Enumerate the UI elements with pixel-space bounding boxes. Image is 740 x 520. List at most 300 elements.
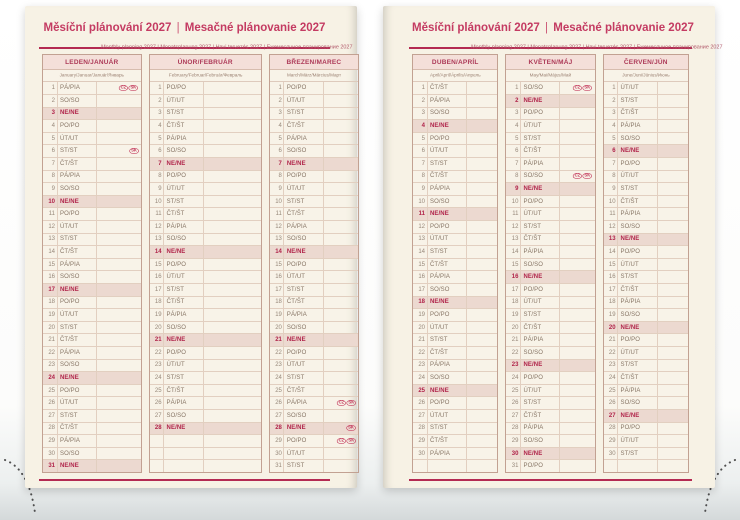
- day-row: [150, 170, 261, 183]
- notes-cell: [203, 347, 261, 359]
- day-row: [506, 333, 594, 346]
- day-row: [604, 207, 688, 220]
- day-row: [150, 258, 261, 271]
- day-abbrev: ÚT/UT: [520, 297, 560, 309]
- day-row: [43, 359, 141, 372]
- day-number: 10: [48, 198, 55, 205]
- notes-cell: [657, 82, 688, 95]
- day-abbrev: ČT/ŠT: [520, 322, 560, 334]
- day-abbrev: PO/PO: [57, 120, 97, 132]
- day-number: 31: [275, 463, 282, 470]
- day-row: [43, 157, 141, 170]
- day-row: [604, 346, 688, 359]
- day-number: 15: [275, 261, 282, 268]
- notes-cell: [559, 171, 594, 183]
- day-row: [43, 270, 141, 283]
- notes-cell: [466, 397, 497, 409]
- day-abbrev: [163, 460, 203, 472]
- day-row: [150, 107, 261, 120]
- notes-cell: [323, 385, 358, 397]
- day-number: [150, 435, 164, 447]
- notes-cell: [203, 423, 261, 435]
- blank-row: [150, 434, 261, 447]
- notes-cell: [203, 221, 261, 233]
- day-row: [150, 359, 261, 372]
- day-number: 7: [278, 160, 282, 167]
- notes-cell: [657, 460, 688, 472]
- day-row: [413, 144, 497, 157]
- day-row: [506, 434, 594, 447]
- notes-cell: [466, 284, 497, 296]
- day-row: [604, 333, 688, 346]
- day-row: [43, 233, 141, 246]
- day-number: 24: [154, 374, 162, 381]
- day-number: 20: [154, 324, 162, 331]
- day-number: 29: [418, 437, 425, 444]
- day-abbrev: ČT/ŠT: [163, 297, 203, 309]
- notes-cell: [559, 234, 594, 246]
- day-row: [604, 396, 688, 409]
- day-abbrev: ČT/ŠT: [163, 208, 203, 220]
- day-number: 17: [48, 286, 55, 293]
- notes-cell: [96, 183, 141, 195]
- day-row: [43, 447, 141, 460]
- day-row: [604, 270, 688, 283]
- notes-cell: [466, 133, 497, 145]
- notes-cell: [657, 108, 688, 120]
- notes-cell: [96, 221, 141, 233]
- notes-cell: [657, 234, 688, 246]
- day-row: [413, 333, 497, 346]
- day-number: 9: [515, 186, 519, 193]
- notes-cell: [657, 246, 688, 258]
- holiday-badges: [573, 173, 592, 179]
- day-abbrev: PÁ/PIA: [520, 246, 560, 258]
- day-row: [604, 283, 688, 296]
- notes-cell: [323, 410, 358, 422]
- day-abbrev: SO/SO: [163, 145, 203, 157]
- day-row: [150, 308, 261, 321]
- day-row: [506, 296, 594, 309]
- notes-cell: [559, 372, 594, 384]
- notes-cell: [466, 183, 497, 195]
- day-row: [506, 396, 594, 409]
- day-row: [150, 195, 261, 208]
- day-abbrev: PO/PO: [617, 158, 657, 170]
- day-row: [604, 296, 688, 309]
- day-number: 21: [154, 337, 162, 344]
- day-row: [270, 170, 358, 183]
- holiday-badge-sk-icon: SK: [130, 85, 137, 90]
- day-number: 17: [275, 286, 282, 293]
- day-row: [506, 422, 594, 435]
- notes-cell: [559, 410, 594, 422]
- day-abbrev: ST/ST: [520, 309, 560, 321]
- day-number: 8: [51, 173, 55, 180]
- day-row: [150, 283, 261, 296]
- day-row: [506, 384, 594, 397]
- day-abbrev: NE/NE: [427, 208, 467, 220]
- day-abbrev: ST/ST: [283, 108, 323, 120]
- notes-cell: [96, 372, 141, 384]
- notes-cell: [559, 435, 594, 447]
- day-abbrev: PÁ/PIA: [617, 385, 657, 397]
- day-number: 3: [421, 110, 425, 117]
- day-number: 23: [511, 362, 519, 369]
- day-row: [43, 207, 141, 220]
- notes-cell: [323, 360, 358, 372]
- day-row: [506, 233, 594, 246]
- day-number: 18: [418, 299, 425, 306]
- day-row: [150, 346, 261, 359]
- day-row: [43, 94, 141, 107]
- day-abbrev: NE/NE: [617, 322, 657, 334]
- day-number: 26: [48, 400, 55, 407]
- day-abbrev: PÁ/PIA: [163, 133, 203, 145]
- notes-cell: [657, 171, 688, 183]
- notes-cell: [96, 108, 141, 120]
- notes-cell: [96, 448, 141, 460]
- notes-cell: [203, 322, 261, 334]
- day-row: [506, 245, 594, 258]
- day-number: 5: [515, 135, 519, 142]
- notes-cell: [203, 82, 261, 95]
- notes-cell: [657, 284, 688, 296]
- day-abbrev: ČT/ŠT: [427, 435, 467, 447]
- notes-cell: [559, 259, 594, 271]
- day-abbrev: ST/ST: [57, 145, 97, 157]
- month-name: LEDEN/JANUÁR: [43, 55, 141, 70]
- day-number: 1: [278, 84, 282, 91]
- day-number: 27: [608, 412, 616, 419]
- day-abbrev: ČT/ŠT: [520, 410, 560, 422]
- page-subtitle: [42, 36, 353, 50]
- day-number: 17: [511, 286, 519, 293]
- day-number: 15: [608, 261, 616, 268]
- month-name: ÚNOR/FEBRUÁR: [150, 55, 261, 70]
- day-abbrev: ÚT/UT: [57, 133, 97, 145]
- day-number: 9: [278, 186, 282, 193]
- day-number: 15: [154, 261, 162, 268]
- day-row: [506, 195, 594, 208]
- day-abbrev: PO/PO: [163, 82, 203, 95]
- day-abbrev: SO/SO: [427, 372, 467, 384]
- notes-cell: [203, 410, 261, 422]
- day-number: 27: [48, 412, 55, 419]
- day-abbrev: PÁ/PIA: [283, 397, 323, 409]
- notes-cell: [657, 385, 688, 397]
- notes-cell: [203, 360, 261, 372]
- day-row: [270, 220, 358, 233]
- notes-cell: [323, 208, 358, 220]
- day-row: [604, 359, 688, 372]
- day-row: [604, 434, 688, 447]
- day-abbrev: ÚT/UT: [283, 95, 323, 107]
- day-number: 3: [612, 110, 616, 117]
- day-abbrev: PÁ/PIA: [57, 347, 97, 359]
- day-row: [270, 308, 358, 321]
- day-abbrev: ÚT/UT: [57, 309, 97, 321]
- day-row: [270, 333, 358, 346]
- day-abbrev: NE/NE: [283, 334, 323, 346]
- day-number: 2: [612, 97, 616, 104]
- day-number: 2: [158, 97, 162, 104]
- day-row: [413, 422, 497, 435]
- day-number: 14: [608, 249, 616, 256]
- notes-cell: [323, 322, 358, 334]
- month-subtitle-text: April/April/Április/Апрель: [429, 72, 481, 78]
- day-row: [413, 170, 497, 183]
- day-number: 14: [418, 249, 425, 256]
- notes-cell: [559, 284, 594, 296]
- notes-cell: [559, 297, 594, 309]
- day-abbrev: [163, 448, 203, 460]
- title-separator: |: [545, 22, 549, 34]
- month-subtitle-text: March/März/Március/Март: [286, 72, 341, 78]
- day-number: 25: [608, 387, 616, 394]
- notes-cell: [559, 397, 594, 409]
- day-number: 8: [278, 173, 282, 180]
- day-row: [413, 283, 497, 296]
- day-row: [604, 157, 688, 170]
- notes-cell: [203, 95, 261, 107]
- day-row: [604, 182, 688, 195]
- notes-cell: [657, 322, 688, 334]
- day-row: [150, 396, 261, 409]
- notes-cell: [466, 259, 497, 271]
- day-abbrev: PO/PO: [283, 171, 323, 183]
- notes-cell: [559, 423, 594, 435]
- title-separator: |: [176, 22, 180, 34]
- day-abbrev: NE/NE: [57, 108, 97, 120]
- day-number: 14: [275, 249, 282, 256]
- blank-row: [413, 459, 497, 472]
- day-row: [270, 207, 358, 220]
- notes-cell: [203, 133, 261, 145]
- notes-cell: [203, 208, 261, 220]
- page-title-slovak: Mesačné plánovanie 2027: [184, 22, 326, 34]
- day-row: [150, 207, 261, 220]
- day-row: [270, 157, 358, 170]
- day-row: [413, 296, 497, 309]
- day-number: [150, 460, 164, 472]
- day-row: [150, 220, 261, 233]
- notes-cell: [96, 120, 141, 132]
- notes-cell: [323, 347, 358, 359]
- day-abbrev: ST/ST: [163, 372, 203, 384]
- day-abbrev: ST/ST: [617, 360, 657, 372]
- day-number: 8: [158, 173, 162, 180]
- notes-cell: [657, 347, 688, 359]
- notes-cell: [466, 372, 497, 384]
- day-number: 19: [48, 311, 55, 318]
- day-abbrev: ÚT/UT: [163, 183, 203, 195]
- day-row: [506, 132, 594, 145]
- day-row: [150, 270, 261, 283]
- day-number: 10: [154, 198, 162, 205]
- notes-cell: [96, 297, 141, 309]
- day-number: [150, 448, 164, 460]
- day-row: [506, 459, 594, 472]
- day-row: [413, 270, 497, 283]
- day-abbrev: ČT/ŠT: [427, 259, 467, 271]
- notes-cell: [96, 234, 141, 246]
- page-title: [42, 21, 327, 35]
- holiday-badge-cz-icon: CZ: [338, 400, 345, 405]
- day-abbrev: ÚT/UT: [427, 234, 467, 246]
- notes-cell: [657, 208, 688, 220]
- day-abbrev: ČT/ŠT: [163, 385, 203, 397]
- month-name: KVĚTEN/MÁJ: [506, 55, 594, 70]
- notes-cell: [657, 334, 688, 346]
- planner-page-right: [383, 6, 723, 488]
- day-row: [150, 296, 261, 309]
- day-abbrev: PO/PO: [163, 347, 203, 359]
- day-row: [270, 447, 358, 460]
- notes-cell: [466, 196, 497, 208]
- day-number: 22: [608, 349, 616, 356]
- day-number: 9: [612, 186, 616, 193]
- notes-cell: [466, 95, 497, 107]
- notes-cell: [657, 435, 688, 447]
- notes-cell: [466, 309, 497, 321]
- day-row: [604, 170, 688, 183]
- day-abbrev: PO/PO: [520, 284, 560, 296]
- day-row: [413, 233, 497, 246]
- day-number: 1: [515, 84, 519, 91]
- day-abbrev: PO/PO: [57, 208, 97, 220]
- day-abbrev: PÁ/PIA: [617, 297, 657, 309]
- day-abbrev: ÚT/UT: [283, 271, 323, 283]
- day-row: [150, 119, 261, 132]
- month-column-1: [42, 54, 142, 473]
- day-abbrev: ST/ST: [57, 410, 97, 422]
- notes-cell: [466, 385, 497, 397]
- day-abbrev: NE/NE: [617, 410, 657, 422]
- day-number: 7: [515, 160, 519, 167]
- notes-cell: [323, 309, 358, 321]
- notes-cell: [323, 397, 358, 409]
- day-number: 26: [511, 400, 519, 407]
- notes-cell: [466, 347, 497, 359]
- day-row: [270, 144, 358, 157]
- day-abbrev: ST/ST: [283, 372, 323, 384]
- notes-cell: [203, 271, 261, 283]
- day-number: 28: [275, 425, 282, 432]
- day-number: 8: [612, 173, 616, 180]
- day-row: [150, 82, 261, 95]
- day-abbrev: ST/ST: [427, 158, 467, 170]
- day-row: [43, 258, 141, 271]
- day-number: 12: [275, 223, 282, 230]
- day-row: [270, 245, 358, 258]
- day-number: 4: [278, 123, 282, 130]
- notes-cell: [323, 246, 358, 258]
- holiday-badge-sk-icon: SK: [584, 174, 591, 179]
- day-number: 1: [612, 84, 616, 91]
- notes-cell: [466, 460, 497, 472]
- day-abbrev: PÁ/PIA: [57, 82, 97, 95]
- notes-cell: [323, 284, 358, 296]
- day-number: 31: [48, 463, 55, 470]
- day-abbrev: ST/ST: [617, 95, 657, 107]
- holiday-badges: [573, 85, 592, 91]
- day-row: [604, 107, 688, 120]
- notes-cell: [559, 108, 594, 120]
- day-abbrev: SO/SO: [520, 347, 560, 359]
- day-abbrev: NE/NE: [57, 284, 97, 296]
- day-number: 3: [278, 110, 282, 117]
- day-number: 20: [48, 324, 55, 331]
- day-number: 23: [48, 362, 55, 369]
- day-row: [413, 157, 497, 170]
- blank-row: [604, 459, 688, 472]
- day-number: 13: [608, 236, 616, 243]
- day-row: [43, 170, 141, 183]
- day-abbrev: PO/PO: [283, 82, 323, 95]
- notes-cell: [657, 183, 688, 195]
- day-abbrev: PÁ/PIA: [163, 309, 203, 321]
- notes-cell: [466, 271, 497, 283]
- day-number: 14: [511, 249, 519, 256]
- notes-cell: [559, 309, 594, 321]
- day-row: [270, 132, 358, 145]
- day-abbrev: PO/PO: [163, 259, 203, 271]
- day-row: [506, 258, 594, 271]
- notes-cell: [559, 271, 594, 283]
- day-number: [413, 460, 427, 472]
- month-column-5: [505, 54, 595, 473]
- notes-cell: [657, 259, 688, 271]
- month-subtitle-text: February/Februar/Február/Февраль: [168, 72, 242, 78]
- notes-cell: [559, 360, 594, 372]
- day-abbrev: ÚT/UT: [520, 385, 560, 397]
- day-row: [413, 132, 497, 145]
- day-number: 16: [418, 274, 425, 281]
- notes-cell: [657, 271, 688, 283]
- notes-cell: [203, 108, 261, 120]
- day-abbrev: PO/PO: [617, 246, 657, 258]
- day-abbrev: SO/SO: [520, 259, 560, 271]
- day-abbrev: ÚT/UT: [427, 322, 467, 334]
- day-number: 4: [421, 123, 425, 130]
- day-abbrev: NE/NE: [520, 448, 560, 460]
- holiday-badge-cz-icon: CZ: [575, 174, 581, 179]
- day-row: [43, 119, 141, 132]
- day-abbrev: ST/ST: [520, 133, 560, 145]
- notes-cell: [96, 208, 141, 220]
- day-abbrev: ÚT/UT: [617, 347, 657, 359]
- notes-cell: [96, 259, 141, 271]
- day-abbrev: NE/NE: [617, 145, 657, 157]
- day-row: [270, 321, 358, 334]
- day-abbrev: ST/ST: [617, 183, 657, 195]
- day-row: [43, 107, 141, 120]
- day-row: [506, 207, 594, 220]
- day-abbrev: SO/SO: [520, 82, 560, 95]
- day-abbrev: NE/NE: [283, 423, 323, 435]
- day-number: 31: [511, 463, 519, 470]
- day-abbrev: NE/NE: [283, 158, 323, 170]
- day-abbrev: SO/SO: [57, 95, 97, 107]
- day-abbrev: ČT/ŠT: [283, 385, 323, 397]
- day-number: 27: [511, 412, 519, 419]
- notes-cell: [96, 158, 141, 170]
- day-abbrev: ÚT/UT: [520, 208, 560, 220]
- notes-cell: [203, 196, 261, 208]
- notes-cell: [559, 460, 594, 472]
- day-row: [270, 296, 358, 309]
